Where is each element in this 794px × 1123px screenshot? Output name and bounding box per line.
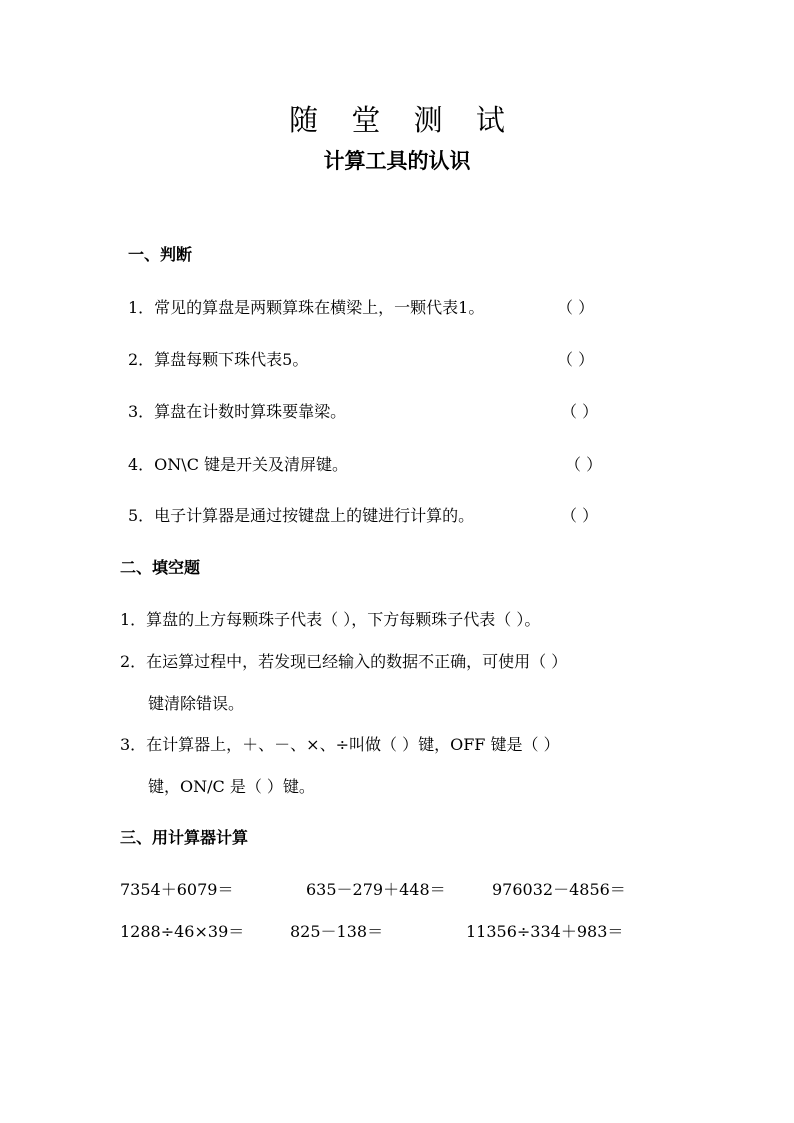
section-fill-blank-heading: 二、填空题 <box>120 558 201 577</box>
section-calculator-heading: 三、用计算器计算 <box>120 828 249 847</box>
judgment-question-5: 5．电子计算器是通过按键盘上的键进行计算的。 <box>128 506 475 525</box>
calc-problem-2: 635－279＋448＝ <box>306 880 446 899</box>
judgment-answer-blank-1[interactable]: （ ） <box>557 298 595 317</box>
calc-problem-1: 7354＋6079＝ <box>120 880 234 899</box>
judgment-answer-blank-4[interactable]: （ ） <box>565 455 603 474</box>
page-title: 随 堂 测 试 <box>289 103 517 137</box>
calc-problem-3: 976032－4856＝ <box>492 880 626 899</box>
fill-blank-question-3-continued: 键，ON/C 是（ ）键。 <box>148 777 315 796</box>
page-subtitle: 计算工具的认识 <box>323 148 471 173</box>
calc-problem-5: 825－138＝ <box>290 922 384 941</box>
judgment-question-2: 2．算盘每颗下珠代表5。 <box>128 350 309 369</box>
calc-problem-6: 11356÷334＋983＝ <box>466 922 624 941</box>
judgment-answer-blank-5[interactable]: （ ） <box>561 506 599 525</box>
fill-blank-question-3: 3．在计算器上，＋、－、×、÷叫做（ ）键，OFF 键是（ ） <box>120 735 560 754</box>
judgment-question-1: 1．常见的算盘是两颗算珠在横梁上，一颗代表1。 <box>128 298 485 317</box>
fill-blank-question-2-continued: 键清除错误。 <box>148 694 245 713</box>
fill-blank-question-2: 2．在运算过程中，若发现已经输入的数据不正确，可使用（ ） <box>120 652 568 671</box>
judgment-question-4: 4．ON\C 键是开关及清屏键。 <box>128 455 349 474</box>
judgment-answer-blank-3[interactable]: （ ） <box>561 402 599 421</box>
judgment-question-3: 3．算盘在计数时算珠要靠梁。 <box>128 402 347 421</box>
judgment-answer-blank-2[interactable]: （ ） <box>557 350 595 369</box>
calc-problem-4: 1288÷46×39＝ <box>120 922 245 941</box>
section-judgment-heading: 一、判断 <box>128 245 193 264</box>
fill-blank-question-1: 1．算盘的上方每颗珠子代表（ ），下方每颗珠子代表（ ）。 <box>120 610 541 629</box>
